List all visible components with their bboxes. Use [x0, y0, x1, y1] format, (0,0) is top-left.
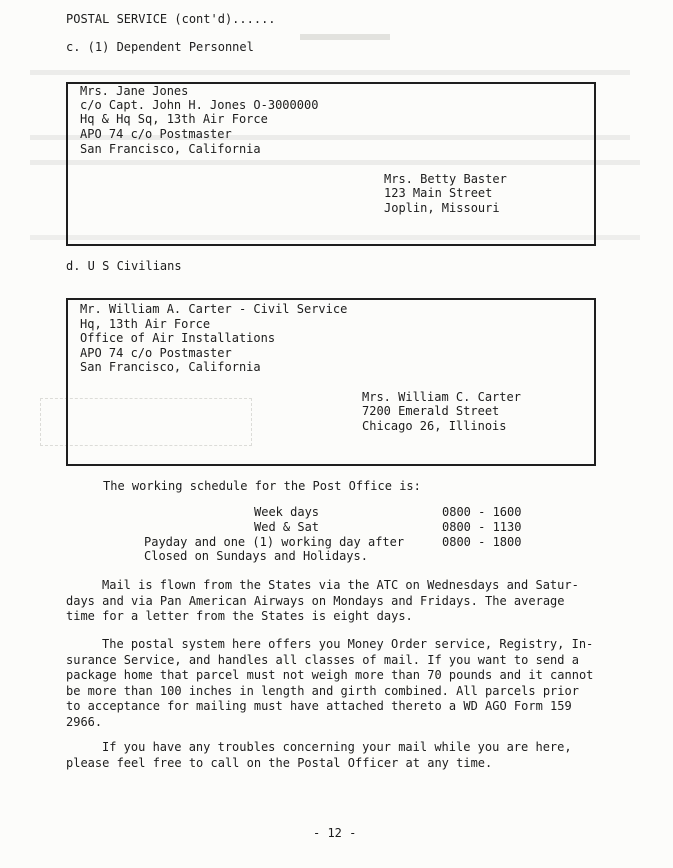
page-number: - 12 -	[313, 826, 357, 840]
address-line: Mrs. Betty Baster	[384, 172, 507, 186]
paragraph-line: The postal system here offers you Money Order service, Registry, In-	[102, 637, 594, 651]
paragraph-line: package home that parcel must not weigh more than 70 pounds and it cannot	[66, 668, 594, 682]
schedule-label: Payday and one (1) working day after	[144, 535, 405, 549]
address-line: APO 74 c/o Postmaster	[80, 127, 232, 141]
address-line: Mrs. Jane Jones	[80, 84, 189, 98]
paragraph-line: If you have any troubles concerning your mail while you are here,	[102, 740, 572, 754]
schedule-label: Wed & Sat	[254, 520, 320, 534]
address-line: Chicago 26, Illinois	[362, 419, 507, 433]
schedule-intro: The working schedule for the Post Office is:	[103, 479, 421, 493]
paragraph-postal-services	[66, 637, 596, 730]
schedule-hours: 0800 - 1800	[442, 535, 522, 549]
bleed-through-1	[300, 34, 390, 50]
schedule-hours: 0800 - 1130	[442, 520, 522, 534]
address-line: Mrs. William C. Carter	[362, 390, 521, 404]
address-line: c/o Capt. John H. Jones O-3000000	[80, 98, 319, 112]
address-line: Joplin, Missouri	[384, 201, 500, 215]
paragraph-line: please feel free to call on the Postal Officer at any time.	[66, 755, 493, 770]
address-line: San Francisco, California	[80, 142, 261, 156]
schedule-label: Week days	[254, 505, 320, 519]
address-line: 123 Main Street	[384, 186, 493, 200]
section-d-heading: d. U S Civilians	[66, 259, 182, 273]
schedule-closed-note: Closed on Sundays and Holidays.	[144, 549, 368, 563]
paragraph-line: days and via Pan American Airways on Mondays and Fridays. The average	[66, 593, 565, 608]
paragraph-postal-officer	[66, 740, 596, 771]
address-line: San Francisco, California	[80, 360, 261, 374]
address-line: Mr. William A. Carter - Civil Service	[80, 302, 348, 316]
paragraph-line: surance Service, and handles all classes of mail. If you want to send a	[66, 652, 579, 667]
address-line: 7200 Emerald Street	[362, 404, 500, 418]
paragraph-line: be more than 100 inches in length and girth combined. All parcels prior	[66, 683, 579, 698]
paragraph-line: time for a letter from the States is eight days.	[66, 609, 413, 623]
paragraph-line: to acceptance for mailing must have attached thereto a WD AGO Form 159	[66, 699, 572, 713]
section-c-heading: c. (1) Dependent Personnel	[66, 40, 254, 54]
paragraph-line: 2966.	[66, 714, 103, 729]
paragraph-line: Mail is flown from the States via the ATC on Wednesdays and Satur-	[102, 578, 579, 592]
paragraph-mail-flights	[66, 578, 596, 625]
address-line: Hq, 13th Air Force	[80, 317, 211, 331]
page-header: POSTAL SERVICE (cont'd)......	[66, 12, 276, 26]
schedule-hours: 0800 - 1600	[442, 505, 522, 519]
address-line: Office of Air Installations	[80, 331, 276, 345]
address-line: APO 74 c/o Postmaster	[80, 346, 232, 360]
address-line: Hq & Hq Sq, 13th Air Force	[80, 112, 268, 126]
